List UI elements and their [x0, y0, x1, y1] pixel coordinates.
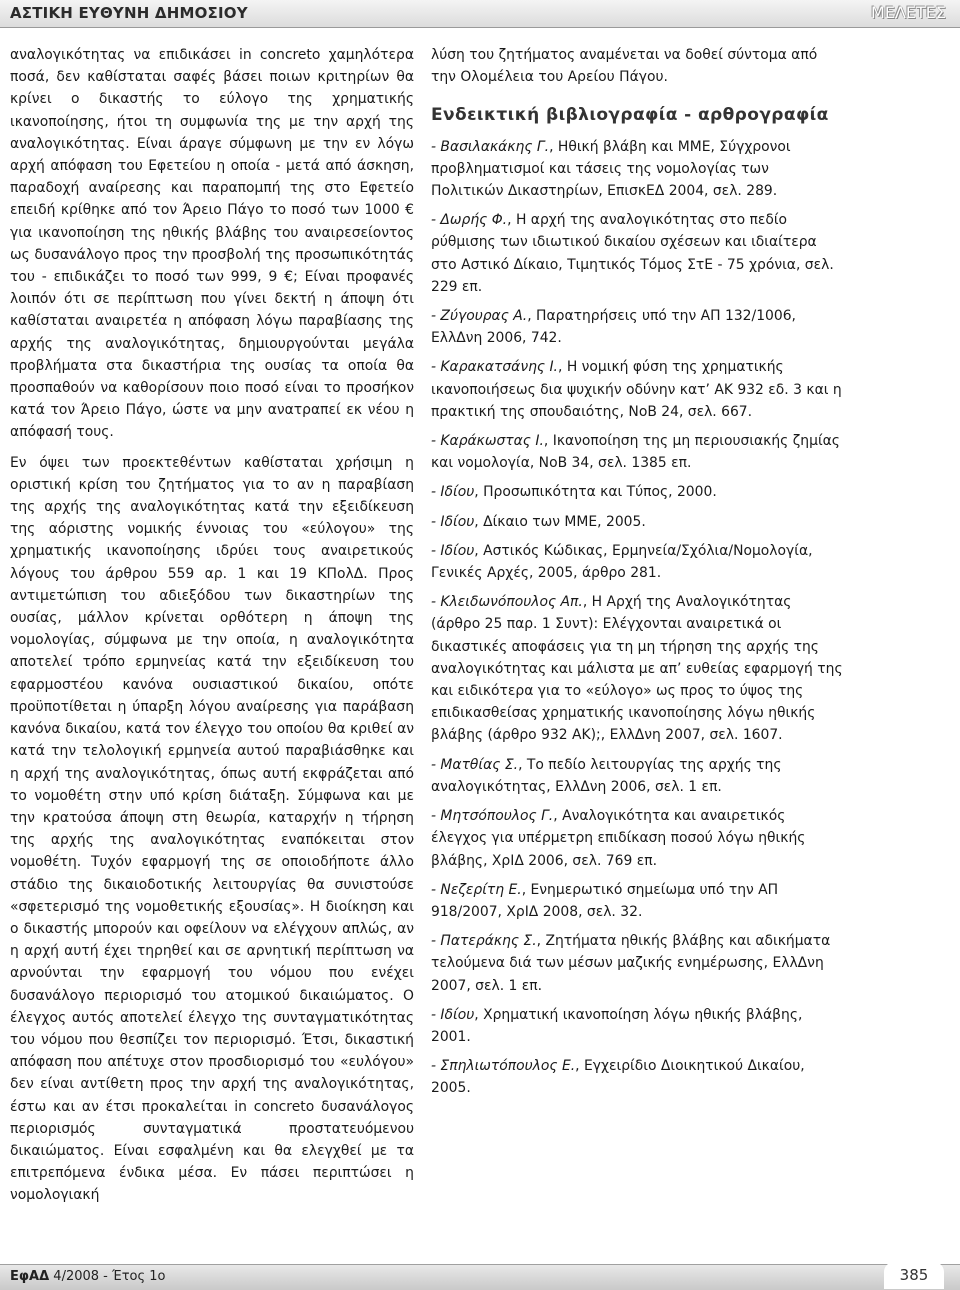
reference-author: - Κλειδωνόπουλος Απ.: [431, 594, 583, 611]
reference-details: , Η νομική φύση της χρηματικής ικανοποιήσεως δια ψυχικήν οδύνην κατ’ ΑΚ 932 εδ. 3 και η πρακτική της σπουδαιότης, ΝοΒ 24, σελ. 667.: [431, 359, 842, 420]
reference-item: [431, 356, 843, 423]
reference-item: [431, 879, 843, 923]
reference-item: [431, 1004, 843, 1048]
reference-list: [431, 136, 843, 1100]
reference-details: , Η αρχή της αναλογικότητας στο πεδίο ρύθμισης των ιδιωτικού δικαίου σχέσεων και ιδιαίτερα στο Αστικό Δίκαιο, Τιμητικός Τόμος ΣτΕ - 75 χρόνια, σελ. 229 επ.: [431, 212, 834, 295]
reference-author: - Καράκωστας Ι.: [431, 433, 544, 450]
reference-details: , Η Αρχή της Αναλογικότητας (άρθρο 25 παρ. 1 Συντ): Ελέγχονται αναιρετικά οι δικαστικές αποφάσεις για τη μη τήρηση της αρχής της αναλογικότητας και μάλιστα με απ’ ευθείας εφαρμογή της και ειδικότερα για το «εύλογο» ως προς το ύψος της επιδικασθείσας χρηματικής ικανοποίησης λόγω ηθικής βλάβης (άρθρο 932 ΑΚ);, ΕλλΔνη 2007, σελ. 1607.: [431, 594, 843, 744]
reference-details: , Εγχειρίδιο Διοικητικού Δικαίου, 2005.: [431, 1058, 805, 1097]
body-paragraph: Εν όψει των προεκτεθέντων καθίσταται χρήσιμη η οριστική κρίση του ζητήματος για το αν η παραβίαση της αρχής της αναλογικότητας κατά την εξειδίκευση της αόριστης νομικής έννοιας του «εύλογου» της χρηματικής ικανοποίησης ιδρύει τους αναιρετικούς λόγους του άρθρου 559 αρ. 1 και 19 ΚΠολΔ. Προς αντιμετώπιση του αδιεξόδου των δικαστηρίων της ουσίας, μάλλον κρίνεται ορθότερη η άποψη της νομολογίας, σύμφωνα με την οποία, η αναλογικότητα αποτελεί τρόπο ερμηνείας κατά την εξειδίκευση του εφαρμοστέου κανόνα ουσιαστικού δικαίου, οπότε προϋποτίθεται η ύπαρξη λόγου αναίρεσης για παράβαση κανόνα δικαίου, κατά τον έλεγχο του οποίου θα κριθεί αν κατά την τελολογική ερμηνεία αυτού παραβιάσθηκε και η αρχή της αναλογικότητας, όπως αυτή εκφράζεται από το νομοθέτη στην υπό κρίση διάταξη. Σύμφωνα και με την κρατούσα άποψη στη θεωρία, καταρχήν η τήρηση της αρχής της αναλογικότητας εναπόκειται στον νομοθέτη. Τυχόν εφαρμογή της σε οποιοδήποτε άλλο στάδιο της δικαιοδοτικής λειτουργίας θα συνιστούσε «σφετερισμό της νομοθετικής εξουσίας». Η διοίκηση και ο δικαστής μπορούν και οφείλουν να ελέγχουν απλώς, αν η αρχή αυτή έχει τηρηθεί και σε αρνητική περίπτωση να αρνούνται την εφαρμογή του νόμου που ενέχει δυσανάλογο περιορισμό του ατομικού δικαιώματος. Ο έλεγχος αυτός αποτελεί έλεγχο της συνταγματικότητας του νόμου που θεσπίζει τον περιορισμό. Έτσι, δικαστική απόφαση που απέτυχε στον προσδιορισμό του «ευλόγου» δεν είναι αντίθετη προς την αρχή της αναλογικότητας, έστω και αν έτσι προκαλείται in concreto δυσανάλογος περιορισμός συνταγματικά προστατευόμενου δικαιώματος. Είναι εσφαλμένη και θα ελεγχθεί με τα επιτρεπόμενα ένδικα μέσα. Εν πάσει περιπτώσει η νομολογιακή: [10, 454, 414, 1204]
header-section-title: ΑΣΤΙΚΗ ΕΥΘΥΝΗ ΔΗΜΟΣΙΟΥ: [10, 4, 248, 22]
reference-item: [431, 1055, 843, 1099]
reference-author: - Ιδίου: [431, 542, 475, 559]
reference-author: - Ιδίου: [431, 1006, 475, 1023]
reference-details: , Χρηματική ικανοποίηση λόγω ηθικής βλάβης, 2001.: [431, 1006, 803, 1045]
reference-details: , Ηθική βλάβη και ΜΜΕ, Σύγχρονοι προβληματισμοί και τάσεις της νομολογίας των Πολιτικών Δικαστηρίων, ΕπισκΕΔ 2004, σελ. 289.: [431, 138, 791, 200]
bibliography-heading: Ενδεικτική βιβλιογραφία - αρθρογραφία: [431, 105, 829, 126]
reference-item: [431, 136, 843, 203]
reference-item: [431, 209, 843, 298]
reference-details: , Ικανοποίηση της μη περιουσιακής ζημίας και νομολογία, ΝοΒ 34, σελ. 1385 επ.: [431, 433, 840, 472]
reference-author: - Πατεράκης Σ.: [431, 933, 537, 950]
reference-author: - Ιδίου: [431, 513, 475, 530]
journal-issue: 4/2008 - Έτος 1ο: [49, 1269, 166, 1284]
reference-item: [431, 511, 843, 533]
reference-details: , Αστικός Κώδικας, Ερμηνεία/Σχόλια/Νομολογία, Γενικές Αρχές, 2005, άρθρο 281.: [431, 542, 813, 582]
reference-author: - Ζύγουρας Α.: [431, 308, 528, 325]
reference-item: [431, 930, 843, 997]
left-column: [10, 44, 414, 1207]
reference-details: , Ενημερωτικό σημείωμα υπό την ΑΠ 918/2007, ΧρΙΔ 2008, σελ. 32.: [431, 881, 779, 920]
header-category: ΜΕΛΕΤΕΣ: [871, 3, 946, 22]
reference-details: , Αναλογικότητα και αναιρετικός έλεγχος για υπέρμετρη επιδίκαση ποσού λόγω ηθικής βλάβης, ΧρΙΔ 2006, σελ. 769 επ.: [431, 808, 806, 869]
footer-journal-info: [10, 1269, 165, 1284]
reference-item: [431, 754, 843, 798]
reference-details: , Το πεδίο λειτουργίας της αρχής της αναλογικότητας, ΕλλΔνη 2006, σελ. 1 επ.: [431, 756, 782, 795]
reference-author: - Νεζερίτη Ε.: [431, 881, 522, 898]
reference-author: - Μητσόπουλος Γ.: [431, 808, 554, 825]
reference-details: , Δίκαιο των ΜΜΕ, 2005.: [474, 513, 646, 530]
body-paragraph: λύση του ζητήματος αναμένεται να δοθεί σύντομα από την Ολομέλεια του Αρείου Πάγου.: [431, 47, 818, 86]
reference-item: [431, 305, 843, 349]
reference-details: , Ζητήματα ηθικής βλάβης και αδικήματα τελούμενα διά των μέσων μαζικής ενημέρωσης, ΕλλΔνη 2007, σελ. 1 επ.: [431, 933, 831, 994]
reference-author: - Καρακατσάνης Ι.: [431, 359, 558, 376]
reference-item: [431, 481, 843, 503]
reference-item: [431, 805, 843, 872]
reference-author: - Βασιλακάκης Γ.: [431, 138, 550, 155]
reference-author: - Δωρής Φ.: [431, 212, 508, 229]
right-column: [431, 44, 843, 1100]
reference-item: [431, 430, 843, 474]
reference-details: , Προσωπικότητα και Τύπος, 2000.: [474, 484, 717, 501]
reference-details: , Παρατηρήσεις υπό την ΑΠ 132/1006, ΕλλΔνη 2006, 742.: [431, 308, 796, 347]
journal-name: ΕφΑΔ: [10, 1269, 50, 1284]
running-header: [0, 0, 960, 28]
page-number: 385: [884, 1262, 944, 1289]
reference-author: - Ματθίας Σ.: [431, 756, 519, 773]
reference-item: [431, 540, 843, 584]
reference-item: [431, 591, 843, 746]
reference-author: - Ιδίου: [431, 484, 475, 501]
body-paragraph: αναλογικότητας να επιδικάσει in concreto χαμηλότερα ποσά, δεν καθίσταται σαφές βάσει ποιων κριτηρίων θα κρίνει ο δικαστής το εύλογο της χρηματικής ικανοποίησης, ήτοι τη συμφωνία της με την αρχή της αναλογικότητας. Είναι άραγε σύμφωνη με την εν λόγω αρχή απόφαση του Εφετείου η οποία - μετά από άσκηση, παραδοχή αναίρεσης και παραπομπή της στο Εφετείο επειδή κρίθηκε από τον Άρειο Πάγο το ποσό των 1000 € για ικανοποίηση της ηθικής βλάβης του αναιρεσείοντος ως δυσανάλογο προς την προσβολή της προσωπικότητάς του - επιδικάζει το ποσό των 999, 9 €; Είναι προφανές λοιπόν ότι σε περίπτωση που γίνει δεκτή η άποψη ότι καθίσταται αναιρετέα η απόφαση λόγω παραβίασης της αρχής της αναλογικότητας, δημιουργούνται μεγάλα προβλήματα στα δικαστήρια της ουσίας τα οποία θα προσπαθούν να καθορίσουν ποιο ποσό είναι το προσήκον κατά τον Άρειο Πάγο, ώστε να μην ανατραπεί εκ νέου η απόφασή τους.: [10, 47, 414, 441]
reference-author: - Σπηλιωτόπουλος Ε.: [431, 1058, 576, 1075]
